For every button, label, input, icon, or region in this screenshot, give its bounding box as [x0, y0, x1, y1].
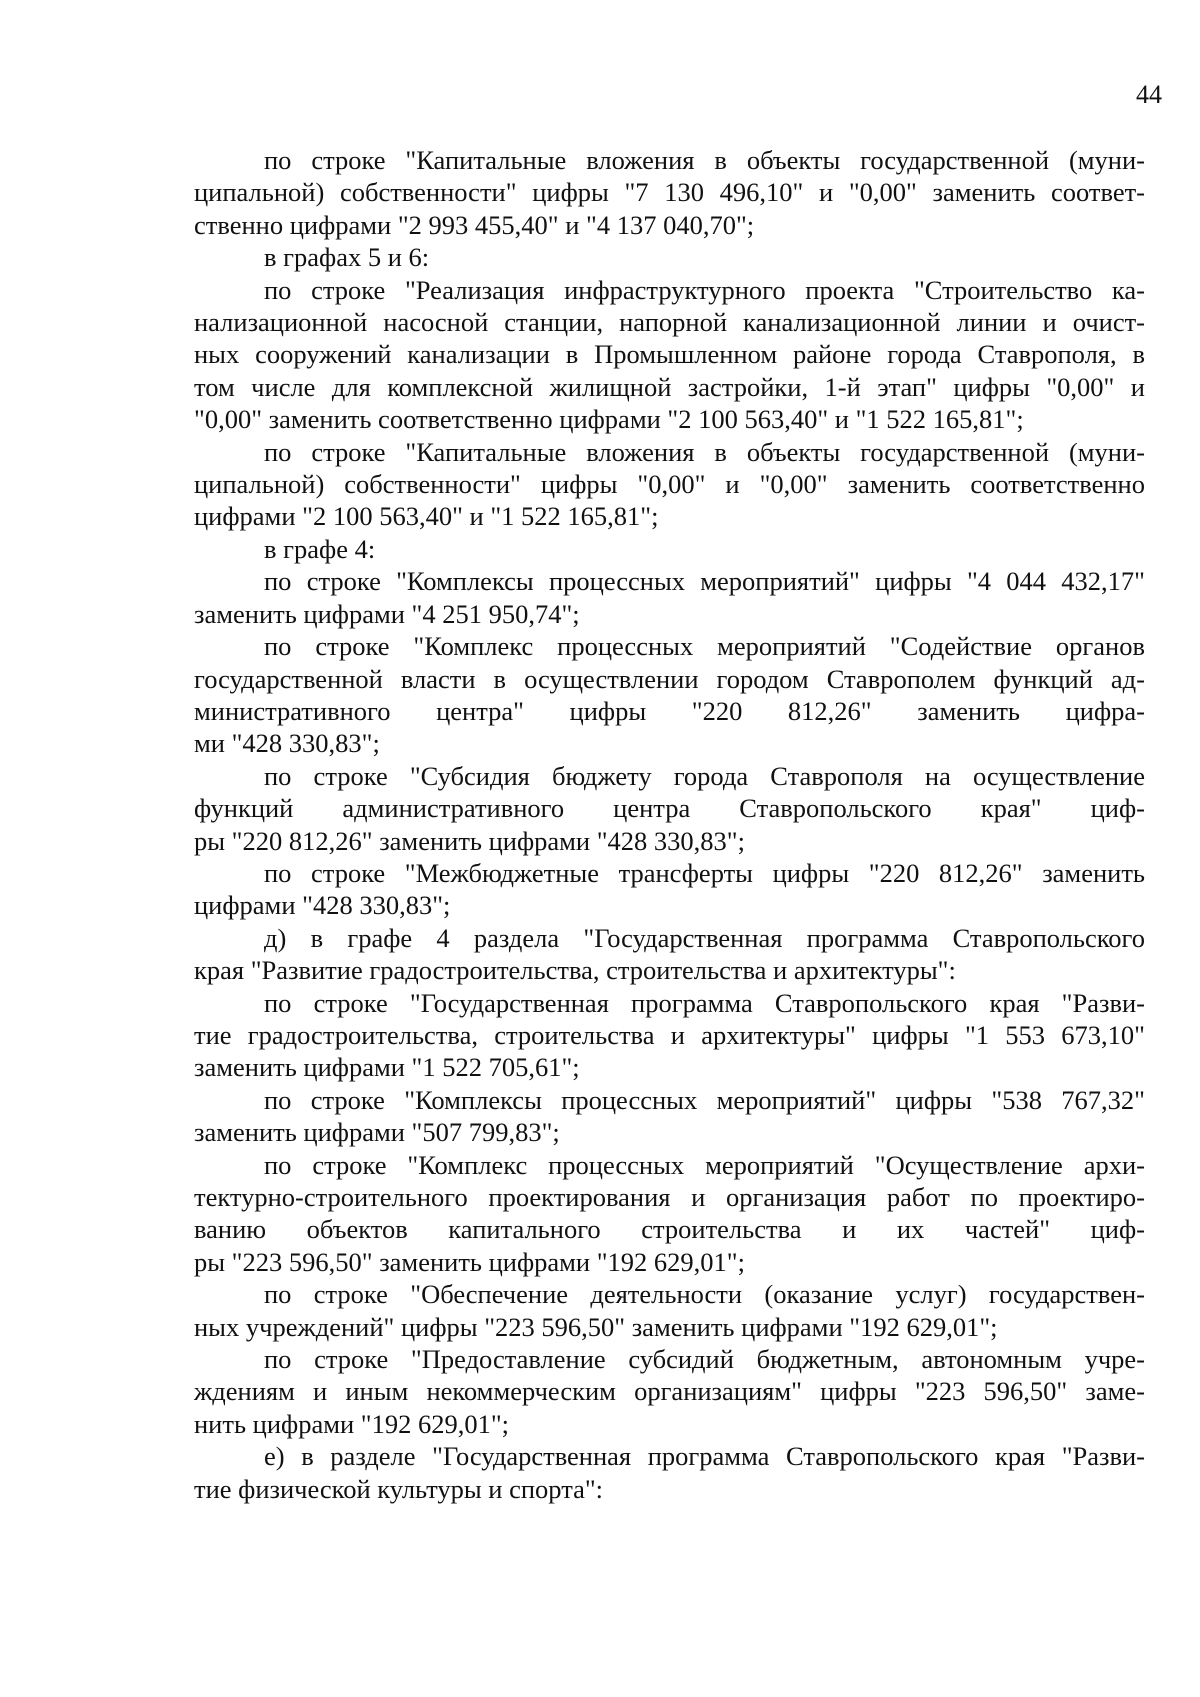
- text-line: по строке "Межбюджетные трансферты цифры "220 812,26" заменить: [264, 857, 1145, 888]
- text-line: министративного центра" цифры "220 812,26" заменить цифра-: [194, 695, 1145, 726]
- text-line: тие градостроительства, строительства и архитектуры" цифры "1 553 673,10": [194, 1019, 1145, 1050]
- text-line: д) в графе 4 раздела "Государственная программа Ставропольского: [264, 922, 1145, 953]
- document-body: [194, 144, 1145, 1505]
- text-line: ципальной) собственности" цифры "0,00" и "0,00" заменить соответственно: [194, 469, 1145, 500]
- text-line: цифрами "2 100 563,40" и "1 522 165,81";: [194, 501, 659, 532]
- text-line: нализационной насосной станции, напорной канализационной линии и очист-: [194, 307, 1145, 338]
- text-line: функций административного центра Ставропольского края" циф-: [194, 793, 1145, 824]
- text-line: по строке "Комплексы процессных мероприятий" цифры "538 767,32": [264, 1084, 1145, 1115]
- text-line: ванию объектов капитального строительства и их частей" циф-: [194, 1214, 1145, 1245]
- text-line: заменить цифрами "4 251 950,74";: [194, 598, 580, 629]
- text-line: по строке "Комплекс процессных мероприятий "Содействие органов: [264, 631, 1145, 662]
- text-line: заменить цифрами "507 799,83";: [194, 1117, 560, 1148]
- text-line: ственно цифрами "2 993 455,40" и "4 137 040,70";: [194, 209, 755, 240]
- text-line: по строке "Реализация инфраструктурного проекта "Строительство ка-: [264, 274, 1145, 305]
- text-line: государственной власти в осуществлении городом Ставрополем функций ад-: [194, 663, 1145, 694]
- text-line: края "Развитие градостроительства, строительства и архитектуры":: [194, 955, 956, 986]
- text-line: ных сооружений канализации в Промышленном районе города Ставрополя, в: [194, 339, 1145, 370]
- text-line: в графе 4:: [264, 533, 376, 564]
- text-line: ры "220 812,26" заменить цифрами "428 330,83";: [194, 825, 745, 856]
- page-number: 44: [1136, 80, 1162, 109]
- text-line: ми "428 330,83";: [194, 728, 380, 759]
- text-line: тие физической культуры и спорта":: [194, 1473, 604, 1504]
- text-line: по строке "Предоставление субсидий бюджетным, автономным учре-: [264, 1344, 1145, 1375]
- text-line: ры "223 596,50" заменить цифрами "192 629,01";: [194, 1246, 745, 1277]
- text-line: по строке "Субсидия бюджету города Ставрополя на осуществление: [264, 760, 1145, 791]
- text-line: цифрами "428 330,83";: [194, 890, 451, 921]
- text-line: по строке "Капитальные вложения в объекты государственной (муни-: [264, 145, 1145, 175]
- text-line: нить цифрами "192 629,01";: [194, 1408, 510, 1439]
- text-line: заменить цифрами "1 522 705,61";: [194, 1052, 580, 1083]
- text-line: ждениям и иным некоммерческим организациям" цифры "223 596,50" заме-: [194, 1376, 1145, 1407]
- text-line: по строке "Обеспечение деятельности (оказание услуг) государствен-: [264, 1279, 1145, 1310]
- text-line: том числе для комплексной жилищной застройки, 1-й этап" цифры "0,00" и: [194, 371, 1145, 402]
- text-line: ципальной) собственности" цифры "7 130 496,10" и "0,00" заменить соответ-: [194, 177, 1145, 208]
- text-line: тектурно-строительного проектирования и организация работ по проектиро-: [194, 1182, 1145, 1212]
- text-line: "0,00" заменить соответственно цифрами "2 100 563,40" и "1 522 165,81";: [194, 404, 1024, 435]
- text-line: по строке "Капитальные вложения в объекты государственной (муни-: [264, 436, 1145, 467]
- text-line: по строке "Комплекс процессных мероприятий "Осуществление архи-: [264, 1149, 1145, 1180]
- text-line: по строке "Комплексы процессных мероприятий" цифры "4 044 432,17": [264, 566, 1145, 597]
- text-line: е) в разделе "Государственная программа Ставропольского края "Разви-: [264, 1441, 1145, 1472]
- text-line: по строке "Государственная программа Ставропольского края "Разви-: [264, 987, 1145, 1018]
- text-line: ных учреждений" цифры "223 596,50" заменить цифрами "192 629,01";: [194, 1311, 998, 1342]
- text-line: в графах 5 и 6:: [264, 242, 430, 273]
